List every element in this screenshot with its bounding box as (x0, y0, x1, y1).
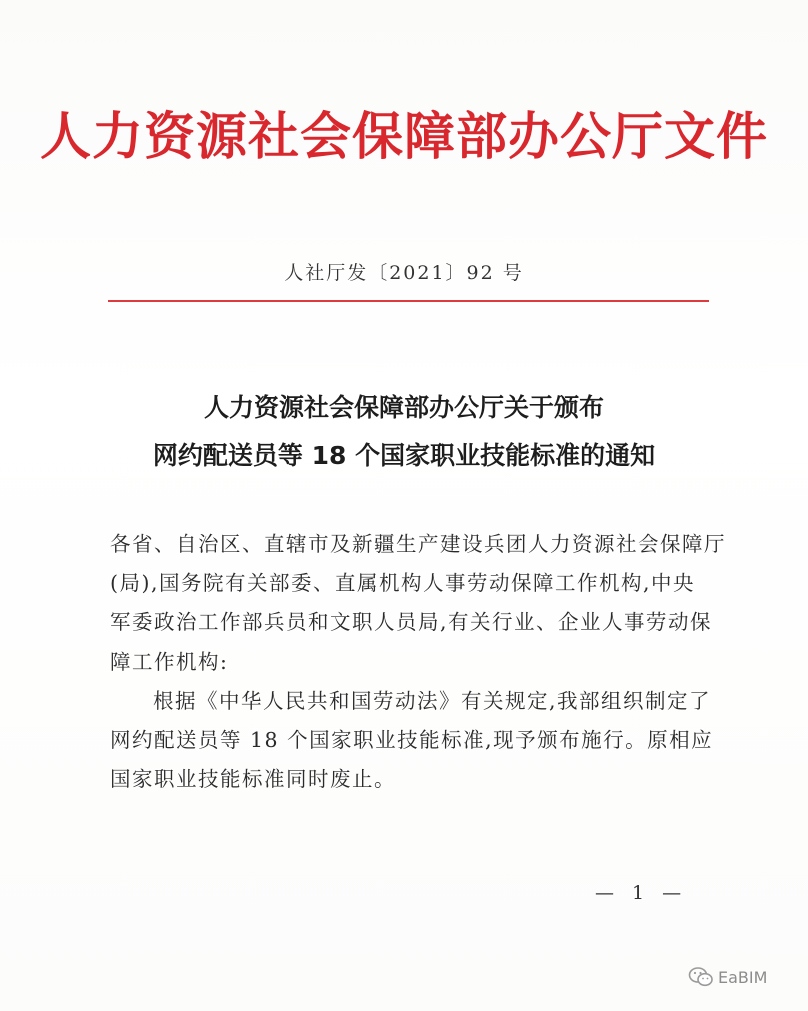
body-line: 障工作机构: (110, 649, 229, 674)
body-line: 国家职业技能标准同时废止。 (110, 767, 396, 792)
red-divider-line (108, 300, 709, 302)
document-title (0, 384, 808, 480)
document-masthead: 人力资源社会保障部办公厅文件 (39, 108, 768, 167)
body-line: 各省、自治区、直辖市及新疆生产建设兵团人力资源社会保障厅 (110, 532, 726, 556)
body-line: (局),国务院有关部委、直属机构人事劳动保障工作机构,中央 (110, 571, 696, 596)
document-body (110, 525, 726, 799)
body-line: 军委政治工作部兵员和文职人员局,有关行业、企业人事劳动保 (110, 610, 713, 635)
source-watermark (688, 966, 767, 988)
watermark-text: EaBIM (718, 967, 768, 987)
body-line: 网约配送员等 18 个国家职业技能标准,现予颁布施行。原相应 (110, 728, 714, 753)
title-line-2: 网约配送员等 18 个国家职业技能标准的通知 (152, 441, 656, 470)
body-line: 根据《中华人民共和国劳动法》有关规定,我部组织制定了 (153, 688, 712, 713)
document-number: 人社厅发〔2021〕92 号 (284, 262, 524, 284)
title-line-1: 人力资源社会保障部办公厅关于颁布 (203, 393, 604, 422)
page-number: — 1 — (595, 882, 688, 904)
wechat-icon (688, 966, 714, 988)
